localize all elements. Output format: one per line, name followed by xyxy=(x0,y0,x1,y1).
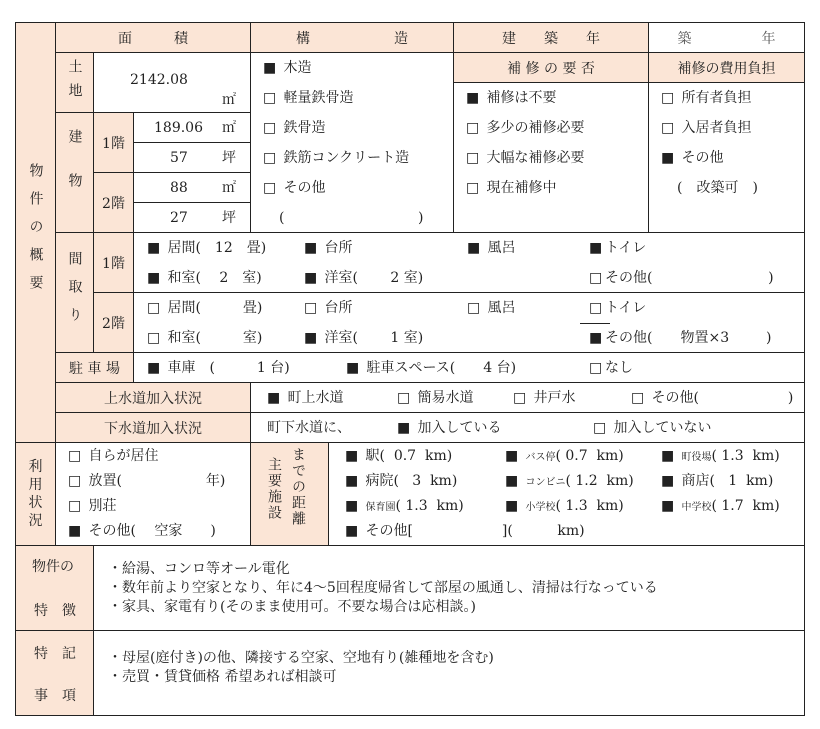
note-line: ・母屋(庭付き)の他、隣接する空家、空地有り(雑種地を含む) xyxy=(108,650,494,666)
cost-cell xyxy=(648,82,805,233)
facility-distance[interactable]: ■ バス停( 0.7 km) xyxy=(505,448,624,464)
room-option[interactable]: □ 台所 xyxy=(304,300,353,316)
facility-distance[interactable]: ■ 商店( 1 km) xyxy=(661,473,774,489)
f2-tsubo-cell xyxy=(133,202,251,233)
structure-header xyxy=(250,22,454,53)
notes-label-cell xyxy=(15,630,94,716)
facilities-cell xyxy=(328,442,805,546)
note-line: ・売買・賃貸価格 希望あれば相談可 xyxy=(108,669,337,685)
features-label-2: 特 徴 xyxy=(34,603,76,619)
notes-cell xyxy=(93,630,805,716)
notes-label-2: 事 項 xyxy=(34,688,76,704)
features-cell xyxy=(93,545,805,631)
parking-label: 駐 車 場 xyxy=(69,360,120,377)
facility-other[interactable]: ■ その他[ ]( km) xyxy=(345,523,585,539)
feature-line: ・数年前より空家となり、年に4～5回程度帰省して部屋の風通し、清掃は行なっている xyxy=(108,580,658,596)
room-option[interactable]: □ その他( ) xyxy=(589,270,774,286)
area-header xyxy=(55,22,251,53)
features-label-cell xyxy=(15,545,94,631)
madori-f2-label-cell xyxy=(93,292,134,353)
facility-distance[interactable]: ■ コンビニ( 1.2 km) xyxy=(505,473,634,489)
parking-label-cell xyxy=(55,352,134,383)
sewer-cell xyxy=(250,412,805,443)
parking-option[interactable]: ■ 駐車スペース( 4 台) xyxy=(346,360,517,376)
age-cell xyxy=(648,22,805,53)
water-option[interactable]: ■ 町上水道 xyxy=(267,390,344,406)
facility-distance[interactable]: ■ 中学校( 1.7 km) xyxy=(661,498,780,514)
room-option[interactable]: ■ 和室( 2 室) xyxy=(147,270,262,286)
cost-note: ( 改築可 ) xyxy=(677,180,758,196)
water-option[interactable]: □ 簡易水道 xyxy=(397,390,474,406)
repair-option[interactable]: □ 大幅な補修必要 xyxy=(466,150,585,166)
usage-cell xyxy=(55,442,251,546)
room-option[interactable]: ■ 居間( 12 畳) xyxy=(147,240,267,256)
room-option[interactable]: □ 風呂 xyxy=(467,300,516,316)
cost-option[interactable]: □ 所有者負担 xyxy=(661,90,752,106)
repair-cell xyxy=(453,82,649,233)
room-option[interactable]: ■ 洋室( 1 室) xyxy=(304,330,424,346)
room-option[interactable]: ■ トイレ xyxy=(589,240,647,256)
madori-f1-label: 1階 xyxy=(102,255,125,272)
facilities-label-2: までの距離 xyxy=(290,447,306,527)
water-cell xyxy=(250,382,805,413)
f2-m2-value: 88 xyxy=(170,180,188,196)
facilities-label-cell xyxy=(250,442,329,546)
land-area-value: 2142.08 xyxy=(130,72,188,88)
usage-option[interactable]: ■ その他( 空家 ) xyxy=(68,523,216,539)
notes-label-1: 特 記 xyxy=(34,646,76,662)
structure-other-field[interactable]: ( ) xyxy=(279,210,424,226)
water-label: 上水道加入状況 xyxy=(104,390,202,407)
land-label: 土地 xyxy=(66,58,83,107)
f1-tsubo-cell xyxy=(133,142,251,173)
parking-option[interactable]: □ なし xyxy=(589,360,633,376)
land-value-cell xyxy=(93,52,251,113)
repair-option[interactable]: ■ 補修は不要 xyxy=(466,90,557,106)
features-label-1: 物件の xyxy=(32,559,74,575)
m2-unit: ㎡ xyxy=(222,180,236,196)
facility-distance[interactable]: ■ 病院( 3 km) xyxy=(345,473,458,489)
facility-distance[interactable]: ■ 小学校( 1.3 km) xyxy=(505,498,624,514)
room-option[interactable]: ■ 風呂 xyxy=(467,240,516,256)
facility-distance[interactable]: ■ 町役場( 1.3 km) xyxy=(661,448,780,464)
building-label-cell xyxy=(55,112,94,233)
area-header-text: 面 積 xyxy=(118,30,188,47)
room-option[interactable]: ■ 台所 xyxy=(304,240,353,256)
structure-option[interactable]: □ その他 xyxy=(263,180,326,196)
structure-option[interactable]: □ 鉄骨造 xyxy=(263,120,326,136)
usage-option[interactable]: □ 放置( 年) xyxy=(68,473,226,489)
tsubo-unit: 坪 xyxy=(222,210,236,226)
cost-option[interactable]: ■ その他 xyxy=(661,150,724,166)
repair-option[interactable]: □ 多少の補修必要 xyxy=(466,120,585,136)
sewer-option[interactable]: ■ 加入している xyxy=(397,420,502,436)
cost-option[interactable]: □ 入居者負担 xyxy=(661,120,752,136)
repair-header-text: 補 修 の 要 否 xyxy=(507,60,595,77)
repair-option[interactable]: □ 現在補修中 xyxy=(466,180,557,196)
age-text: 築 年 xyxy=(677,30,776,47)
madori-label-cell xyxy=(55,232,94,353)
room-option[interactable]: □ トイレ xyxy=(589,300,647,316)
built-year-header-text: 建 築 年 xyxy=(502,30,600,47)
madori-f2-label: 2階 xyxy=(102,315,125,332)
sewer-prefix: 町下水道に、 xyxy=(267,420,351,436)
water-option[interactable]: □ 井戸水 xyxy=(513,390,576,406)
usage-label-cell xyxy=(15,442,56,546)
building-f1-label: 1階 xyxy=(102,135,125,152)
madori-f1-label-cell xyxy=(93,232,134,293)
madori-f1-cell xyxy=(133,232,805,293)
room-option[interactable]: □ 和室( 室) xyxy=(147,330,263,346)
feature-line: ・給湯、コンロ等オール電化 xyxy=(108,561,290,577)
structure-option[interactable]: ■ 木造 xyxy=(263,60,312,76)
sewer-option[interactable]: □ 加入していない xyxy=(593,420,712,436)
usage-option[interactable]: □ 別荘 xyxy=(68,498,117,514)
repair-header xyxy=(453,52,649,83)
f2-tsubo-value: 27 xyxy=(170,210,188,226)
water-label-cell xyxy=(55,382,251,413)
building-label: 建物 xyxy=(66,128,83,217)
tsubo-unit: 坪 xyxy=(222,150,236,166)
room-option[interactable]: ■ その他( 物置×3 ) xyxy=(589,330,772,346)
facility-distance[interactable]: ■ 保育園( 1.3 km) xyxy=(345,498,464,514)
madori-label: 間取り xyxy=(66,250,83,335)
facilities-label-1: 主要施設 xyxy=(266,457,282,521)
parking-option[interactable]: ■ 車庫 ( 1 台) xyxy=(147,360,290,376)
building-f2-label-cell xyxy=(93,172,134,233)
sewer-label: 下水道加入状況 xyxy=(104,420,202,437)
madori-f2-cell xyxy=(133,292,805,353)
land-area-unit: ㎡ xyxy=(222,92,236,108)
structure-option[interactable]: □ 軽量鉄骨造 xyxy=(263,90,354,106)
sewer-label-cell xyxy=(55,412,251,443)
building-f1-label-cell xyxy=(93,112,134,173)
parking-cell xyxy=(133,352,805,383)
cost-header-text: 補修の費用負担 xyxy=(677,60,776,77)
structure-option[interactable]: □ 鉄筋コンクリート造 xyxy=(263,150,410,166)
usage-option[interactable]: □ 自らが居住 xyxy=(68,448,159,464)
f1-tsubo-value: 57 xyxy=(170,150,188,166)
water-option[interactable]: □ その他( ) xyxy=(631,390,794,406)
m2-unit: ㎡ xyxy=(222,120,236,136)
f1-m2-value: 189.06 xyxy=(154,120,203,136)
usage-label: 利用状況 xyxy=(28,458,43,530)
room-option[interactable]: ■ 洋室( 2 室) xyxy=(304,270,424,286)
f1-m2-cell xyxy=(133,112,251,143)
building-f2-label: 2階 xyxy=(102,195,125,212)
underline-mark xyxy=(580,323,610,324)
built-year-header xyxy=(453,22,649,53)
overview-label: 物件の概要 xyxy=(27,162,44,303)
feature-line: ・家具、家電有り(そのまま使用可。不要な場合は応相談。) xyxy=(108,599,476,615)
cost-header xyxy=(648,52,805,83)
structure-cell xyxy=(250,52,454,233)
room-option[interactable]: □ 居間( 畳) xyxy=(147,300,263,316)
land-label-cell xyxy=(55,52,94,113)
f2-m2-cell xyxy=(133,172,251,203)
structure-header-text: 構 造 xyxy=(296,30,408,47)
facility-distance[interactable]: ■ 駅( 0.7 km) xyxy=(345,448,453,464)
overview-label-cell xyxy=(15,22,56,443)
